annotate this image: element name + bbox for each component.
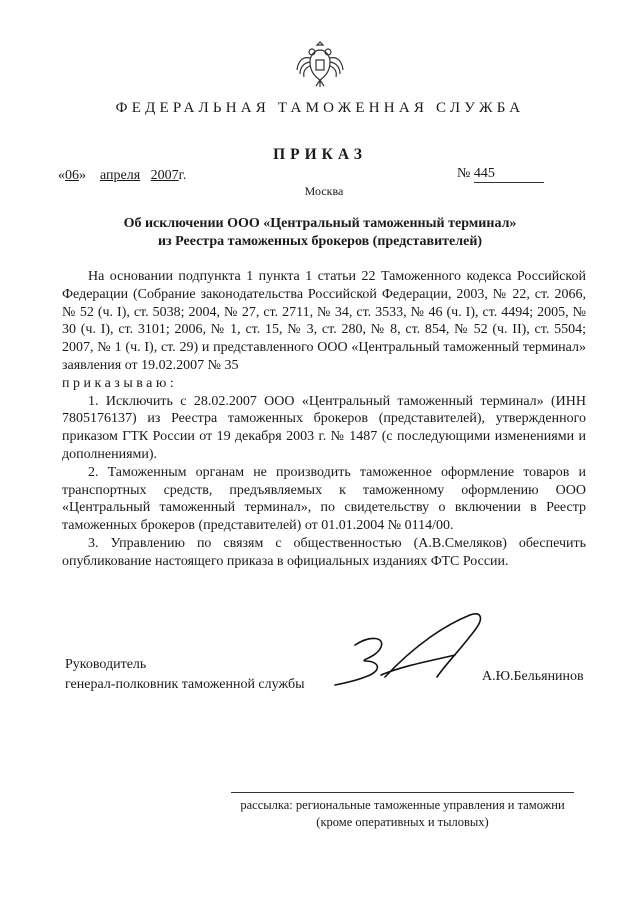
distribution-list: рассылка: региональные таможенные управления и таможни (кроме оперативных и тыловых) (240, 798, 565, 829)
order-number: № 445 (457, 166, 544, 183)
double-headed-eagle-emblem-icon (292, 36, 348, 92)
order-body (62, 268, 586, 571)
order-subject (0, 215, 640, 251)
order-date: «06» апреля 2007г. (58, 168, 187, 183)
city-label: Москва (304, 184, 344, 198)
signatory-name: А.Ю.Бельянинов (482, 669, 584, 684)
subject-line-1: Об исключении ООО «Центральный таможенный терминал» (123, 216, 517, 231)
subject-line-2: из Реестра таможенных брокеров (представителей) (157, 234, 483, 249)
agency-name: ФЕДЕРАЛЬНАЯ ТАМОЖЕННАЯ СЛУЖБА (115, 100, 525, 116)
distribution-divider (231, 792, 574, 793)
order-word: приказываю: (62, 375, 178, 391)
order-item-2: 2. Таможенным органам не производить таможенное оформление товаров и транспортных средств, предъявляемых к таможенному оформлению ООО «Центральный таможенный терминал», по свидетельству о включении в Реестр таможенных брокеров (представителей) от 01.01.2004 № 0114/00. (62, 464, 586, 534)
signatory-title: Руководитель генерал-полковник таможенной службы (65, 657, 305, 692)
order-item-1: 1. Исключить с 28.02.2007 ООО «Центральный таможенный терминал» (ИНН 7805176137) из Реестра таможенных брокеров (представителей), утвержденного приказом ГТК России от 19 декабря 2003 г. № 1487 (с последующими изменениями и дополнениями). (62, 393, 586, 462)
document-type-title: ПРИКАЗ (273, 146, 367, 163)
preamble-paragraph: На основании подпункта 1 пункта 1 статьи 22 Таможенного кодекса Российской Федерации (Собрание законодательства Российской Федерации, 2003, № 22, ст. 2066, № 52 (ч. I), ст. 5038; 2004, № 27, ст. 2711, № 34, ст. 3533, № 46 (ч. I), ст. 4494; 2005, № 30 (ч. I), ст. 3101; 2006, № 1, ст. 15, № 3, ст. 280, № 8, ст. 854, № 52 (ч. II), ст. 5504; 2007, № 1 (ч. I), ст. 29) и представленного ООО «Центральный таможенный терминал» заявления от 19.02.2007 № 35 (62, 269, 586, 373)
order-item-3: 3. Управлению по связям с общественностью (А.В.Смеляков) обеспечить опубликование настоящего приказа в официальных изданиях ФТС России. (62, 535, 586, 569)
